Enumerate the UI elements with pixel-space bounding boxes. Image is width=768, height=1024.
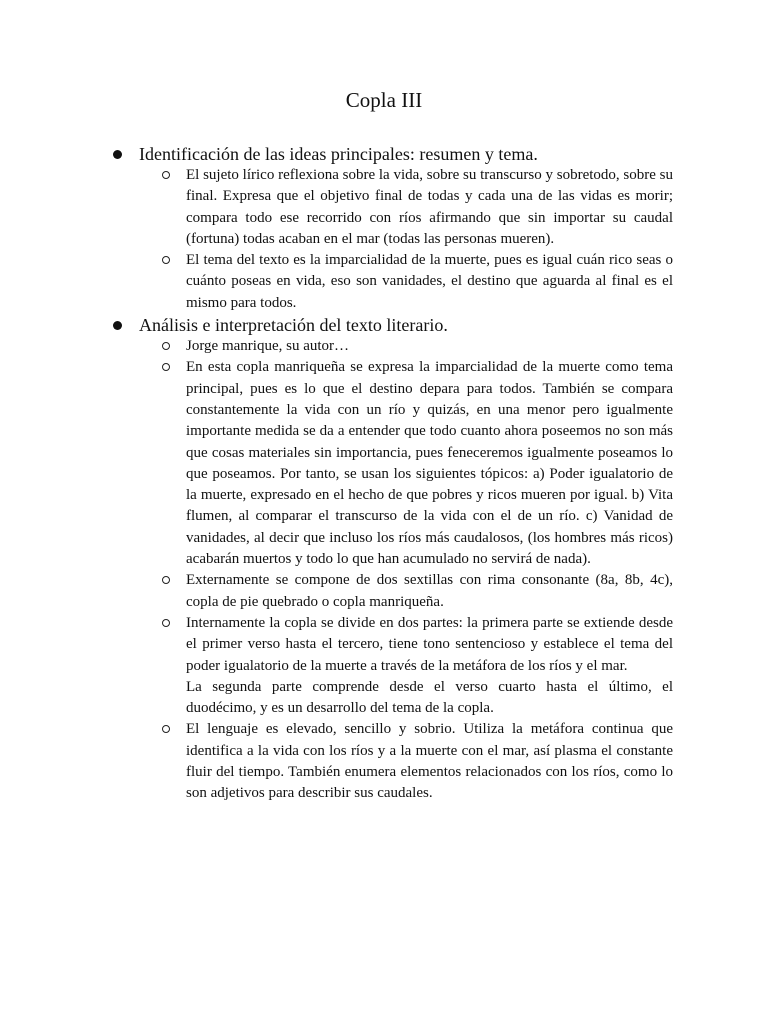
hollow-bullet-icon (162, 576, 170, 584)
hollow-bullet-icon (162, 171, 170, 179)
list-item (0, 613, 768, 719)
item-paragraph: En esta copla manriqueña se expresa la imparcialidad de la muerte como tema principal, pues es lo que el destino depara para todos. También se compara constantemente la vida con un río y quizás, en una menor pero igualmente importante medida se da a entender que todo cuanto ahora poseemos no son más que cosas materiales sin importancia, pues feneceremos igualmente poseamos lo que poseamos. Por tanto, se usan los siguientes tópicos: a) Poder igualatorio de la muerte, expresado en el hecho de que pobres y ricos mueren por igual. b) Vita flumen, al comparar el transcurso de la vida con el de un río. c) Vanidad de vanidades, al decir que incluso los ríos más caudalosos, (los hombres más ricos) acabarán muertos y todo lo que han acumulado no servirá de nada). (186, 359, 673, 568)
section-heading: Análisis e interpretación del texto literario. (139, 315, 448, 336)
document-title: Copla III (345, 88, 423, 112)
filled-bullet-icon (113, 321, 122, 330)
hollow-bullet-icon (162, 342, 170, 350)
section-items (0, 336, 768, 805)
item-paragraph: Internamente la copla se divide en dos partes: la primera parte se extiende desde el primer verso hasta el tercero, tiene tono sentencioso y establece el tema del poder igualatorio de la muerte a través de la metáfora de los ríos y el mar. (186, 614, 673, 674)
section-items (0, 165, 768, 314)
item-paragraph: El tema del texto es la imparcialidad de la muerte, pues es igual cuán rico seas o cuánto poseas en vida, eso son vanidades, el destino que aguarda al final es el mismo para todos. (186, 252, 673, 311)
item-paragraph: Externamente se compone de dos sextillas con rima consonante (8a, 8b, 4c), copla de pie quebrado o copla manriqueña. (186, 572, 673, 610)
section-ideas-principales (0, 143, 768, 314)
item-paragraph: El lenguaje es elevado, sencillo y sobrio. Utiliza la metáfora continua que identifica a la vida con los ríos y a la muerte con el mar, así plasma el constante fluir del tiempo. También enumera elementos relacionados con los ríos, como lo son adjetivos para describir sus caudales. (186, 721, 673, 802)
item-paragraph: El sujeto lírico reflexiona sobre la vida, sobre su transcurso y sobretodo, sobre su final. Expresa que el objetivo final de todas y cada una de las vidas es morir; compara todo ese recorrido con ríos afirmando que sin importar su caudal (fortuna) todas acaban en el mar (todas las personas mueren). (186, 167, 673, 247)
list-item (0, 336, 768, 357)
section-heading: Identificación de las ideas principales: resumen y tema. (139, 144, 538, 164)
list-item (0, 165, 768, 250)
filled-bullet-icon (113, 150, 122, 159)
section-analisis (0, 314, 768, 805)
outline-list (0, 143, 768, 805)
hollow-bullet-icon (162, 725, 170, 733)
list-item (0, 570, 768, 613)
list-item (0, 357, 768, 570)
list-item (0, 719, 768, 804)
item-paragraph: La segunda parte comprende desde el verso cuarto hasta el último, el duodécimo, y es un desarrollo del tema de la copla. (186, 678, 673, 717)
list-item (0, 250, 768, 314)
hollow-bullet-icon (162, 619, 170, 627)
hollow-bullet-icon (162, 256, 170, 264)
hollow-bullet-icon (162, 363, 170, 371)
item-paragraph: Jorge manrique, su autor… (186, 338, 350, 355)
